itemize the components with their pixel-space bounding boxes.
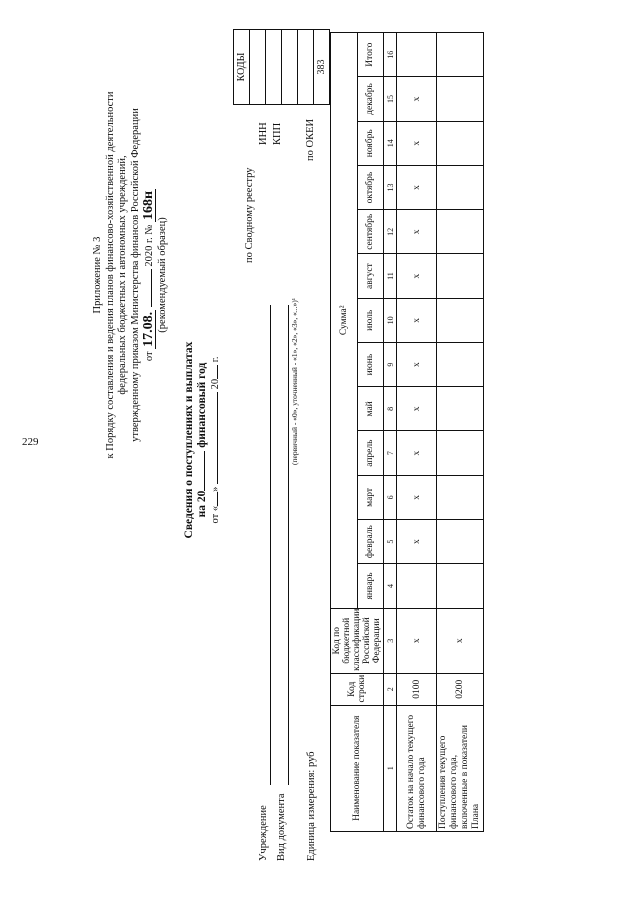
row-cell[interactable] [437, 33, 484, 77]
row-cell[interactable] [397, 564, 437, 608]
month-header: июнь [357, 342, 384, 386]
row-cell: x [397, 475, 437, 519]
row-cell: x [397, 431, 437, 475]
row-name: Поступления текущего финансового года, включенные в показатели Плана [437, 705, 484, 831]
month-header: май [357, 387, 384, 431]
code-kpp-cell[interactable] [282, 30, 298, 105]
month-header: январь [357, 564, 384, 608]
unit-label: Единица измерения: руб [306, 751, 317, 861]
annex-header [92, 65, 169, 485]
row-cell: x [397, 254, 437, 298]
inn-label: ИНН [258, 122, 269, 145]
column-number-row: 1 2 3 4 5 6 7 8 9 10 11 12 13 14 15 16 [384, 33, 397, 832]
row-cell[interactable] [437, 298, 484, 342]
main-table [330, 32, 484, 832]
annex-line-3: утвержденному приказом Министерства финансов Российской Федерации [129, 108, 141, 442]
row-cell[interactable] [437, 210, 484, 254]
row-cell: x [397, 608, 437, 673]
month-header: апрель [357, 431, 384, 475]
institution-line[interactable] [270, 305, 271, 785]
row-cell[interactable] [437, 387, 484, 431]
month-header: декабрь [357, 77, 384, 121]
month-header: октябрь [357, 165, 384, 209]
row-code: 0100 [397, 673, 437, 705]
row-cell: x [397, 210, 437, 254]
month-header: июль [357, 298, 384, 342]
month-header: август [357, 254, 384, 298]
col-code-header: Код строки [331, 673, 384, 705]
row-cell: x [397, 121, 437, 165]
total-header: Итого [357, 33, 384, 77]
annex-line-2: федеральных бюджетных и автономных учреждений, [117, 155, 128, 395]
col-kbk-header: Код по бюджетной классификации Российской Федерации [331, 608, 384, 673]
table-row [437, 33, 484, 832]
row-cell: x [397, 520, 437, 564]
row-cell: x [397, 165, 437, 209]
row-cell: x [397, 342, 437, 386]
form-title [183, 275, 222, 605]
table-row [397, 33, 437, 832]
form-date-line: от «» 20 г. [210, 356, 221, 524]
annex-date-value: 17.08. [141, 311, 156, 347]
form-title-line-2: на 20 финансовый год [196, 362, 208, 518]
month-header: сентябрь [357, 210, 384, 254]
row-cell[interactable] [437, 77, 484, 121]
sum-header: Сумма² [331, 33, 358, 609]
annex-order-number: 168н [141, 190, 156, 220]
code-blank-cell[interactable] [298, 30, 314, 105]
row-cell[interactable] [437, 475, 484, 519]
doc-type-label: Вид документа [276, 793, 287, 861]
institution-label: Учреждение [258, 805, 269, 861]
month-header: ноябрь [357, 121, 384, 165]
codes-table [233, 29, 330, 105]
row-cell[interactable] [437, 165, 484, 209]
kpp-label: КПП [272, 122, 283, 145]
row-cell: x [437, 608, 484, 673]
doc-type-note: (первичный - «0», уточненный - «1», «2», «3», «...»)¹ [290, 297, 299, 465]
code-okei-cell: 383 [314, 30, 330, 105]
page-number: 229 [22, 436, 39, 448]
month-header: март [357, 475, 384, 519]
code-reestr-cell[interactable] [250, 30, 266, 105]
reestr-label: по Сводному реестру [244, 167, 255, 263]
form-title-line-1: Сведения о поступлениях и выплатах [183, 341, 195, 539]
codes-header: КОДЫ [234, 30, 250, 105]
row-cell: x [397, 77, 437, 121]
row-cell[interactable] [437, 520, 484, 564]
okei-label: по ОКЕИ [305, 118, 316, 161]
row-cell[interactable] [397, 33, 437, 77]
row-cell[interactable] [437, 121, 484, 165]
row-cell[interactable] [437, 564, 484, 608]
row-code: 0200 [437, 673, 484, 705]
row-name: Остаток на начало текущего финансового года [397, 705, 437, 831]
row-cell: x [397, 298, 437, 342]
row-cell[interactable] [437, 431, 484, 475]
annex-title: Приложение № 3 [92, 236, 103, 314]
table-header-row-1 [331, 33, 358, 832]
month-header: февраль [357, 520, 384, 564]
doc-type-line[interactable] [288, 305, 289, 785]
row-cell[interactable] [437, 342, 484, 386]
annex-date-line: от 17.08. 2020 г. № 168н [141, 190, 156, 362]
annex-line-1: к Порядку составления и ведения планов финансово-хозяйственной деятельности [104, 91, 116, 459]
row-cell: x [397, 387, 437, 431]
annex-sample-note: (рекомендуемый образец) [156, 217, 168, 333]
row-cell[interactable] [437, 254, 484, 298]
code-inn-cell[interactable] [266, 30, 282, 105]
col-name-header: Наименование показателя [331, 705, 384, 831]
